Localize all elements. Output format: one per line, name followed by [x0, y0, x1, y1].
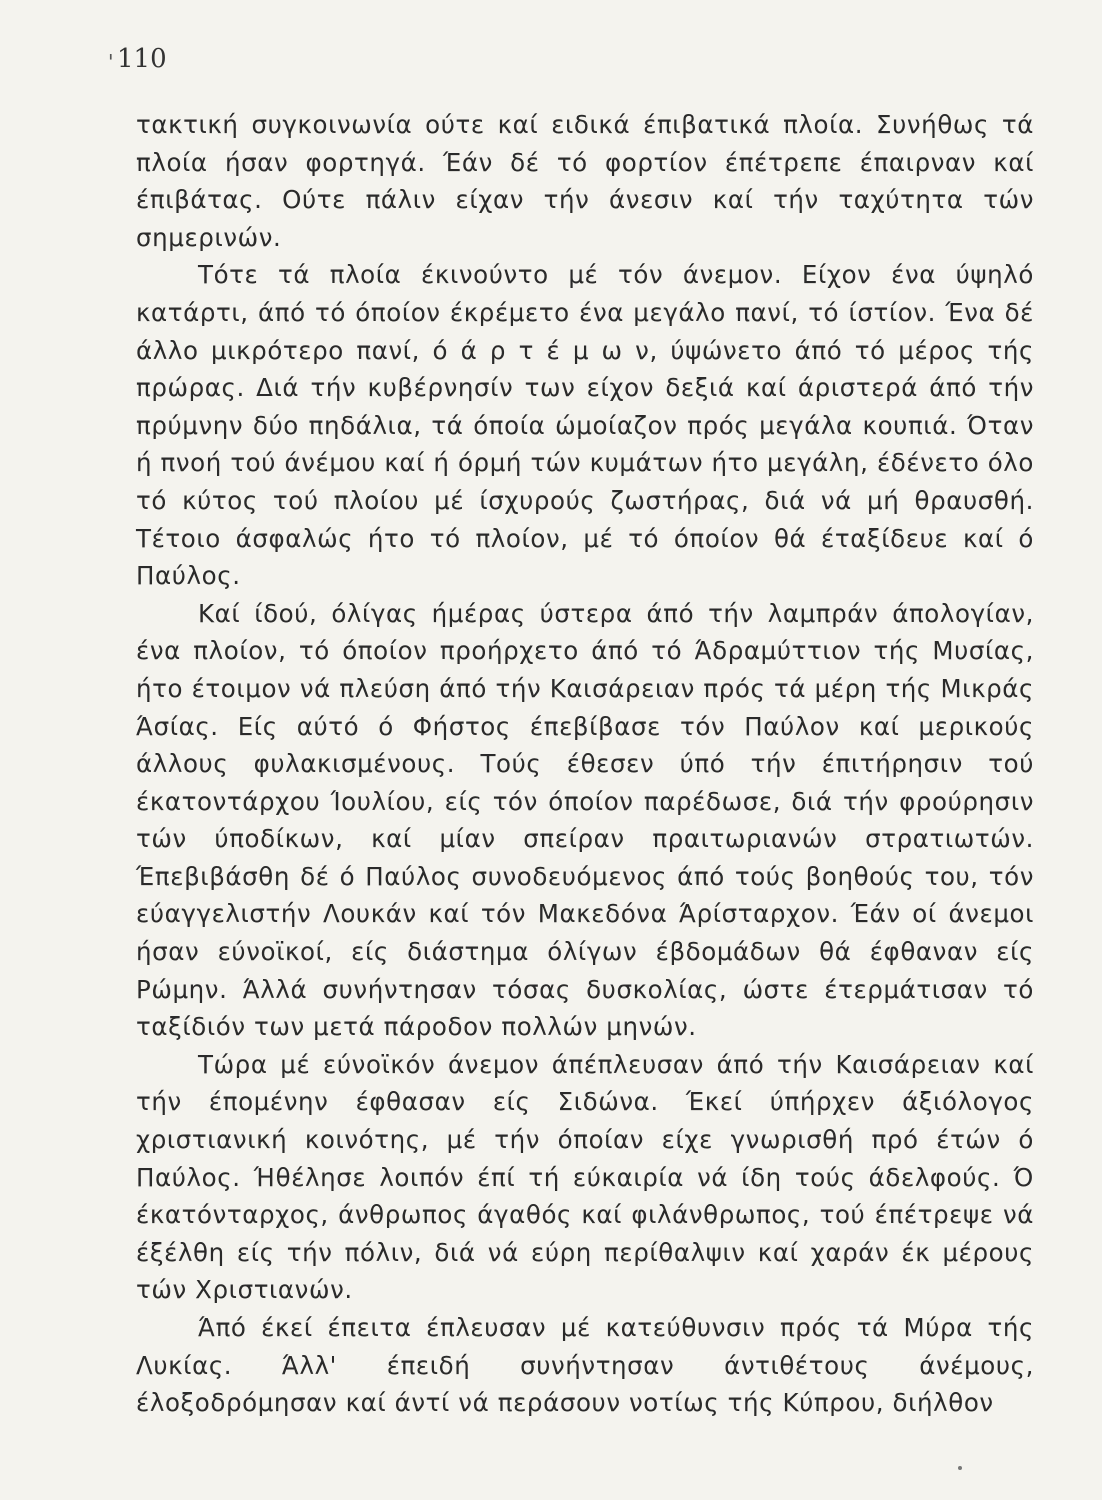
paragraph: Καί ίδού, όλίγας ήμέρας ύστερα άπό τήν λαμπράν άπολογίαν, ένα πλοίον, τό όποίον προήρχετο άπό τό Άδραμύττιον τής Μυσίας, ήτο έτοιμον νά πλεύση άπό τήν Καισάρειαν πρός τά μέρη τής Μικράς Άσίας. Είς αύτό ό Φήστος έπεβίβασε τόν Παύλον καί μερικούς άλλους φυλακισμένους. Τούς έθεσεν ύπό τήν έπιτήρησιν τού έκατοντάρχου Ίουλίου, είς τόν όποίον παρέδωσε, διά τήν φρούρησιν τών ύποδίκων, καί μίαν σπείραν πραιτωριανών στρατιωτών. Έπεβιβάσθη δέ ό Παύλος συνοδευόμενος άπό τούς βοηθούς του, τόν εύαγγελιστήν Λουκάν καί τόν Μακεδόνα Άρίσταρχον. Έάν οί άνεμοι ήσαν εύνοϊκοί, είς διάστημα όλίγων έβδομάδων θά έφθαναν είς Ρώμην. Άλλά συνήντησαν τόσας δυσκολίας, ώστε έτερμάτισαν τό ταξίδιόν των μετά πάροδον πολλών μηνών. [136, 598, 1034, 1042]
paragraph: Άπό έκεί έπειτα έπλευσαν μέ κατεύθυνσιν πρός τά Μύρα τής Λυκίας. Άλλ' έπειδή συνήντησαν άντιθέτους άνέμους, έλοξοδρόμησαν καί άντί νά περάσουν νοτίως τής Κύπρου, διήλθον [136, 1313, 1034, 1418]
paragraph: τακτική συγκοινωνία ούτε καί ειδικά έπιβατικά πλοία. Συνήθως τά πλοία ήσαν φορτηγά. Έάν δέ τό φορτίον έπέτρεπε έπαιρναν καί έπιβάτας. Ούτε πάλιν είχαν τήν άνεσιν καί τήν ταχύτητα τών σημερινών. [136, 110, 1034, 252]
paragraph: Τώρα μέ εύνοϊκόν άνεμον άπέπλευσαν άπό τήν Καισάρειαν καί τήν έπομένην έφθασαν είς Σιδώνα. Έκεί ύπήρχεν άξιόλογος χριστιανική κοινότης, μέ τήν όποίαν είχε γνωρισθή πρό έτών ό Παύλος. Ήθέλησε λοιπόν έπί τή εύκαιρία νά ίδη τούς άδελφούς. Ό έκατόνταρχος, άνθρωπος άγαθός καί φιλάνθρωπος, τού έπέτρεψε νά έξέλθη είς τήν πόλιν, διά νά εύρη περίθαλψιν καί χαράν έκ μέρους τών Χριστιανών. [136, 1049, 1034, 1305]
margin-mark: ' [108, 50, 114, 74]
paragraph: Τότε τά πλοία έκινούντο μέ τόν άνεμον. Είχον ένα ύψηλό κατάρτι, άπό τό όποίον έκρέμετο ένα μεγάλο πανί, τό ίστίον. Ένα δέ άλλο μικρότερο πανί, ό ά ρ τ έ μ ω ν, ύψώνετο άπό τό μέρος τής πρώρας. Διά τήν κυβέρνησίν των είχον δεξιά καί άριστερά άπό τήν πρύμνην δύο πηδάλια, τά όποία ώμοίαζον πρός μεγάλα κουπιά. Όταν ή πνοή τού άνέμου καί ή όρμή τών κυμάτων ήτο μεγάλη, έδένετο όλο τό κύτος τού πλοίου μέ ίσχυρούς ζωστήρας, διά νά μή θραυσθή. Τέτοιο άσφαλώς ήτο τό πλοίον, μέ τό όποίον θά έταξίδευε καί ό Παύλος. [136, 260, 1034, 591]
paper-speck [958, 1466, 962, 1470]
page-number: 110 [117, 44, 167, 74]
body-text [136, 106, 1034, 1422]
